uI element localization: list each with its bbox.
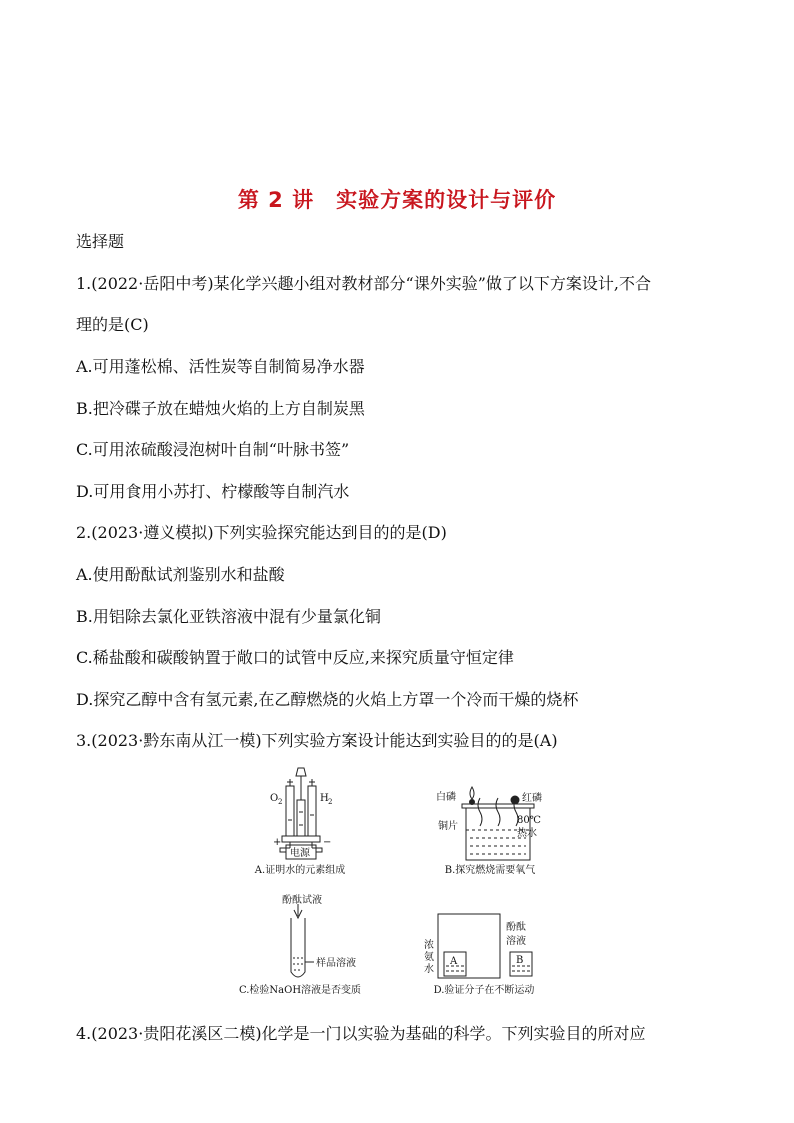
q1-option-a: A.可用蓬松棉、活性炭等自制简易净水器 bbox=[76, 357, 365, 376]
q3-stem: 3.(2023·黔东南从江一模)下列实验方案设计能达到实验目的的是(A) bbox=[76, 731, 558, 750]
label-hot-water: 热水 bbox=[517, 828, 537, 839]
figure-a-electrolysis bbox=[254, 768, 345, 876]
label-ammonia-2: 氨 bbox=[424, 952, 434, 963]
q4-stem: 4.(2023·贵阳花溪区二模)化学是一门以实验为基础的科学。下列实验目的所对应 bbox=[76, 1024, 646, 1043]
label-h2-sub: 2 bbox=[328, 798, 333, 806]
label-beaker-a: A bbox=[450, 956, 458, 967]
q2-option-a: A.使用酚酞试剂鉴别水和盐酸 bbox=[76, 565, 285, 584]
figure-d-molecule-motion bbox=[424, 914, 534, 996]
q1-stem-line1: 1.(2022·岳阳中考)某化学兴趣小组对教材部分“课外实验”做了以下方案设计,不合 bbox=[76, 274, 652, 293]
q2-option-c: C.稀盐酸和碳酸钠置于敞口的试管中反应,来探究质量守恒定律 bbox=[76, 648, 514, 667]
label-power: 电源 bbox=[290, 848, 310, 859]
caption-c: C.检验NaOH溶液是否变质 bbox=[238, 985, 362, 996]
q2-option-b: B.用铝除去氯化亚铁溶液中混有少量氯化铜 bbox=[76, 607, 381, 626]
q1-option-d: D.可用食用小苏打、柠檬酸等自制汽水 bbox=[76, 482, 350, 501]
figure-b-combustion bbox=[436, 787, 542, 876]
figure-c-test-tube bbox=[239, 893, 361, 996]
label-temp: 80℃ bbox=[517, 815, 541, 826]
q2-option-d: D.探究乙醇中含有氢元素,在乙醇燃烧的火焰上方罩一个冷而干燥的烧杯 bbox=[76, 690, 579, 709]
label-sample: 样品溶液 bbox=[316, 958, 356, 969]
label-white-p: 白磷 bbox=[436, 792, 456, 803]
q2-stem: 2.(2023·遵义模拟)下列实验探究能达到目的的是(D) bbox=[76, 523, 447, 542]
section-label: 选择题 bbox=[76, 232, 125, 251]
caption-d: D.验证分子在不断运动 bbox=[433, 985, 535, 996]
q1-stem-line2: 理的是(C) bbox=[76, 315, 149, 334]
label-o2-sub: 2 bbox=[278, 798, 283, 806]
caption-a: A.证明水的元素组成 bbox=[254, 865, 346, 876]
label-ammonia-3: 水 bbox=[424, 964, 434, 975]
q1-option-c: C.可用浓硫酸浸泡树叶自制“叶脉书签” bbox=[76, 440, 350, 459]
caption-b: B.探究燃烧需要氧气 bbox=[444, 865, 536, 876]
label-beaker-b: B bbox=[516, 955, 524, 966]
label-h2: H bbox=[320, 793, 329, 804]
label-plus: + bbox=[273, 837, 282, 848]
label-o2: O bbox=[270, 793, 279, 804]
page-title: 第 2 讲 实验方案的设计与评价 bbox=[237, 188, 557, 212]
label-reagent: 酚酞试液 bbox=[282, 895, 322, 906]
label-phenol-2: 溶液 bbox=[506, 936, 526, 947]
label-phenol-1: 酚酞 bbox=[506, 922, 526, 933]
label-red-p: 红磷 bbox=[522, 793, 542, 804]
label-copper: 铜片 bbox=[438, 821, 458, 832]
label-minus: − bbox=[323, 837, 332, 848]
q1-option-b: B.把冷碟子放在蜡烛火焰的上方自制炭黑 bbox=[76, 399, 365, 418]
label-ammonia-1: 浓 bbox=[424, 940, 434, 951]
